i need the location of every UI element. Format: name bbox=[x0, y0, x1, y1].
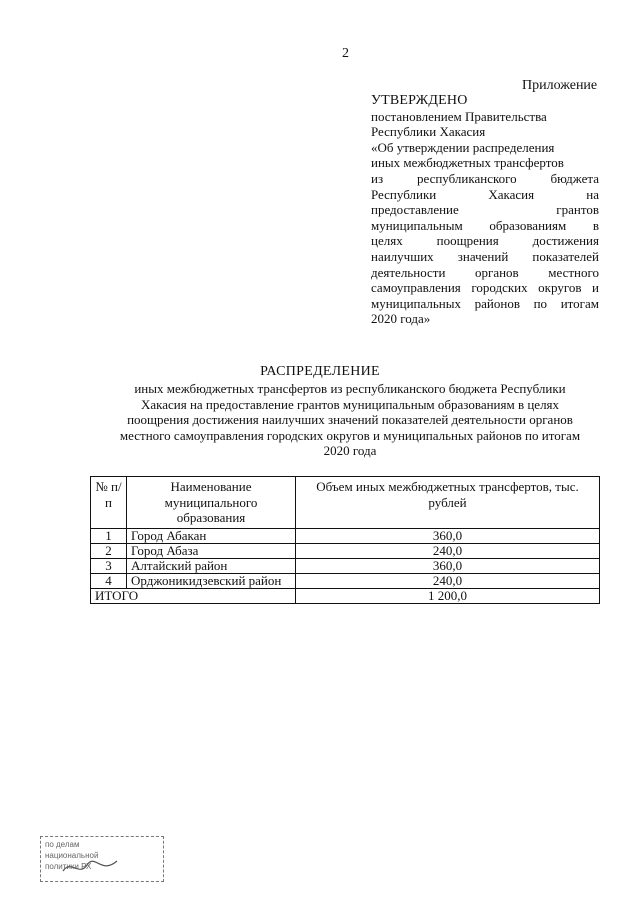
cell-amount: 240,0 bbox=[296, 543, 600, 558]
approval-word: муниципальных bbox=[371, 295, 462, 311]
table-row bbox=[91, 558, 600, 573]
approval-justified-line bbox=[371, 280, 599, 296]
stamp-line: национальной bbox=[45, 851, 99, 860]
cell-name: Алтайский район bbox=[127, 558, 296, 573]
approval-word: предоставление bbox=[371, 202, 459, 218]
approval-word: городских bbox=[471, 280, 528, 296]
approval-word: бюджета bbox=[550, 170, 599, 186]
cell-amount: 240,0 bbox=[296, 573, 600, 588]
approval-word: районов bbox=[474, 295, 520, 311]
table-row bbox=[91, 528, 600, 543]
approval-word: республиканского bbox=[416, 170, 517, 186]
stamp-line: политики РХ bbox=[45, 862, 92, 871]
subtitle-line: 2020 года bbox=[323, 443, 377, 459]
cell-num: 4 bbox=[91, 573, 127, 588]
cell-name: Орджоникидзевский район bbox=[127, 573, 296, 588]
approval-last-line: 2020 года» bbox=[371, 311, 431, 327]
approval-word: Хакасия bbox=[488, 186, 535, 202]
approval-word: значений bbox=[457, 248, 509, 264]
approval-justified-lines bbox=[371, 171, 599, 311]
approval-justified-line bbox=[371, 171, 599, 187]
approval-word: в bbox=[592, 217, 599, 233]
document-stamp bbox=[40, 836, 164, 882]
approval-word: органов bbox=[474, 264, 519, 280]
table-body bbox=[91, 528, 600, 603]
cell-num: 1 bbox=[91, 528, 127, 543]
approval-justified-line bbox=[371, 218, 599, 234]
approval-justified-line bbox=[371, 249, 599, 265]
approval-word: и bbox=[592, 280, 599, 296]
approval-word: достижения bbox=[532, 233, 599, 249]
header-num: № п/п bbox=[91, 477, 127, 529]
approval-word: по bbox=[533, 295, 548, 311]
approved-heading: УТВЕРЖДЕНО bbox=[371, 93, 468, 108]
subtitle-line: поощрения достижения наилучших значений показателей деятельности органов bbox=[127, 412, 573, 428]
appendix-label: Приложение bbox=[522, 78, 598, 93]
approval-word: целях bbox=[371, 233, 403, 249]
cell-amount: 360,0 bbox=[296, 528, 600, 543]
subtitle-line: местного самоуправления городских округов и муниципальных районов по итогам bbox=[119, 427, 581, 443]
cell-num: 3 bbox=[91, 558, 127, 573]
document-subtitle bbox=[90, 381, 610, 459]
approval-word: поощрения bbox=[436, 233, 499, 249]
approval-word: наилучших bbox=[371, 248, 434, 264]
approval-line: иных межбюджетных трансфертов bbox=[371, 155, 564, 171]
approval-word: итогам bbox=[560, 295, 599, 311]
subtitle-line: иных межбюджетных трансфертов из республиканского бюджета Республики bbox=[134, 381, 566, 396]
page-number: 2 bbox=[342, 46, 349, 61]
approval-word: округов bbox=[538, 280, 582, 296]
approval-word: местного bbox=[548, 264, 599, 280]
total-label: ИТОГО bbox=[91, 588, 296, 603]
table-row bbox=[91, 543, 600, 558]
approval-justified-line bbox=[371, 265, 599, 281]
approval-line: постановлением Правительства bbox=[371, 108, 547, 124]
table-row bbox=[91, 573, 600, 588]
subtitle-line: Хакасия на предоставление грантов муниципальным образованиям в целях bbox=[140, 396, 560, 412]
table-header-row bbox=[91, 477, 600, 529]
approval-justified-line bbox=[371, 296, 599, 312]
stamp-line: по делам bbox=[45, 840, 80, 849]
approval-word: на bbox=[586, 186, 599, 202]
approval-line: Республики Хакасия bbox=[371, 124, 486, 140]
approval-word: самоуправления bbox=[371, 280, 461, 296]
approval-word: деятельности bbox=[371, 264, 446, 280]
approval-line: «Об утверждении распределения bbox=[371, 139, 555, 155]
approval-word: Республики bbox=[371, 186, 437, 202]
header-amount: Объем иных межбюджетных трансфертов, тыс. рублей bbox=[296, 477, 600, 529]
approval-justified-line bbox=[371, 233, 599, 249]
cell-name: Город Абаза bbox=[127, 543, 296, 558]
cell-amount: 360,0 bbox=[296, 558, 600, 573]
approval-word: грантов bbox=[556, 202, 599, 218]
cell-name: Город Абакан bbox=[127, 528, 296, 543]
approval-word: из bbox=[371, 170, 384, 186]
signature-icon bbox=[61, 857, 121, 879]
total-amount: 1 200,0 bbox=[296, 588, 600, 603]
distribution-table bbox=[90, 476, 600, 604]
approval-word: показателей bbox=[532, 248, 599, 264]
document-title: РАСПРЕДЕЛЕНИЕ bbox=[260, 364, 380, 379]
approval-justified-line bbox=[371, 202, 599, 218]
cell-num: 2 bbox=[91, 543, 127, 558]
header-name: Наименование муниципального образования bbox=[127, 477, 296, 529]
table-total-row bbox=[91, 588, 600, 603]
approval-block bbox=[371, 93, 599, 327]
approval-word: образованиям bbox=[489, 217, 567, 233]
approval-justified-line bbox=[371, 187, 599, 203]
approval-word: муниципальным bbox=[371, 217, 463, 233]
